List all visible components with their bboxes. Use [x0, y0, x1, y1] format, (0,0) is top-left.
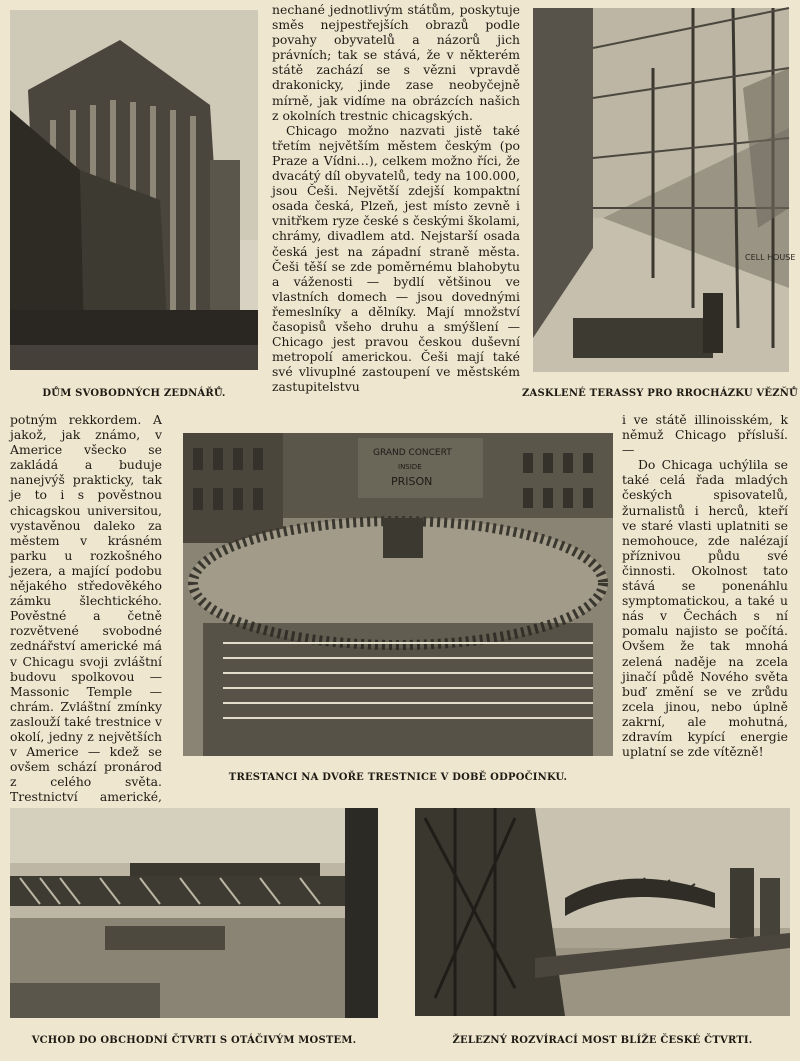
text-column-right — [622, 412, 788, 759]
paragraph: i ve státě illinoisském, k němuž Chicago přísluší. — — [622, 412, 788, 458]
caption-entrance: VCHOD DO OBCHODNÍ ČTVRTI S OTÁČIVÝM MOSTEM. — [31, 1035, 357, 1046]
caption-terraces: ZASKLENÉ TERASSY PRO RROCHÁZKU VĚZŇŮ — [522, 388, 798, 399]
photo-swing-bridge — [10, 808, 378, 1018]
caption-prisoners: TRESTANCI NA DVOŘE TRESTNICE V DOBĚ ODPOČINKU. — [228, 772, 568, 783]
caption-bridge: ŽELEZNÝ ROZVÍRACÍ MOST BLÍŽE ČESKÉ ČTVRTI. — [452, 1035, 753, 1046]
cell-house-label: CELL HOUSE — [745, 253, 796, 262]
banner-line-3: PRISON — [391, 475, 433, 488]
paragraph: nechané jednotlivým státům, poskytuje směs nejpestřejších obrazů podle povahy obyvatelů a názorů jich právních; tak se stává, že v některém státě zachází se s vězni vpravdě drakonicky, jinde zase neobyčejně mírně, jak vidíme na obrázcích našich z okolních trestnic chicagských. — [272, 2, 520, 123]
photo-masonic-temple — [10, 10, 258, 370]
text-column-top-middle — [272, 2, 520, 394]
paragraph: Chicago možno nazvati jistě také třetím největším městem českým (po Praze a Vídni…), celkem možno říci, že dvacátý díl obyvatelů, tedy na 100.000, jsou Češi. Největší zdejší kompaktní osada česká, Plzeň, jest místo zevně i vnitřkem ryze české s českými školami, chrámy, divadlem atd. Nejstarší osada česká jest na západní straně města. Češi těší se zde poměrnému blahobytu a váženosti — bydlí většinou ve vlastních domech — jsou dovednými řemeslníky a dělníky. Mají množství časopisů všeho druhu a smýšlení — Chicago jest pravou českou duševní metropolí americkou. Češi mají také své vlivuplné zastoupení ve městském zastupitelstvu — [272, 122, 520, 395]
caption-masonic: DŮM SVOBODNÝCH ZEDNÁŘŮ. — [42, 388, 226, 399]
photo-bascule-bridge — [415, 808, 790, 1016]
paragraph: Do Chicaga uchýlila se také celá řada mladých českých spisovatelů, žurnalistů i herců, kteří ve staré vlasti uplatniti se nemohouce, zde nalézají příznivou půdu své činnosti. Okolnost tato stává se ponenáhlu symptomatickou, a také u nás v Čechách s ní pomalu najisto se počítá. Ovšem že tak mnohá zelená naděje na zcela jinačí půdě Nového světa buď změní se ve zrůdu zcela jinou, nebo úplně zakrní, ale mohutná, zdravím kypící energie uplatní se zde vítězně! — [622, 457, 788, 760]
banner-line-2: INSIDE — [398, 463, 422, 471]
text-column-left — [10, 412, 162, 820]
photo-glazed-terraces — [533, 8, 796, 372]
banner-line-1: GRAND CONCERT — [373, 448, 452, 458]
photo-prison-yard — [183, 433, 613, 756]
paragraph: potným rekkordem. A jakož, jak známo, v Americe všecko se zakládá a buduje nanejvýš prakticky, tak je to i s pověstnou chicagskou universitou, vystavěnou daleko za městem v krásném parku u rozkošného jezera, a mající podobu nějakého středověkého zámku šlechtického. Pověstné a četně rozvětvené svobodné zednářství americké má v Chicagu svoji zvláštní budovu spolkovou — Massonic Temple — chrám. Zvláštní zmínky zaslouží také trestnice v okolí, jedny z největších v Americe — kdež se ovšem schází pronárod z celého světa. Trestnictví americké, — [10, 412, 162, 805]
